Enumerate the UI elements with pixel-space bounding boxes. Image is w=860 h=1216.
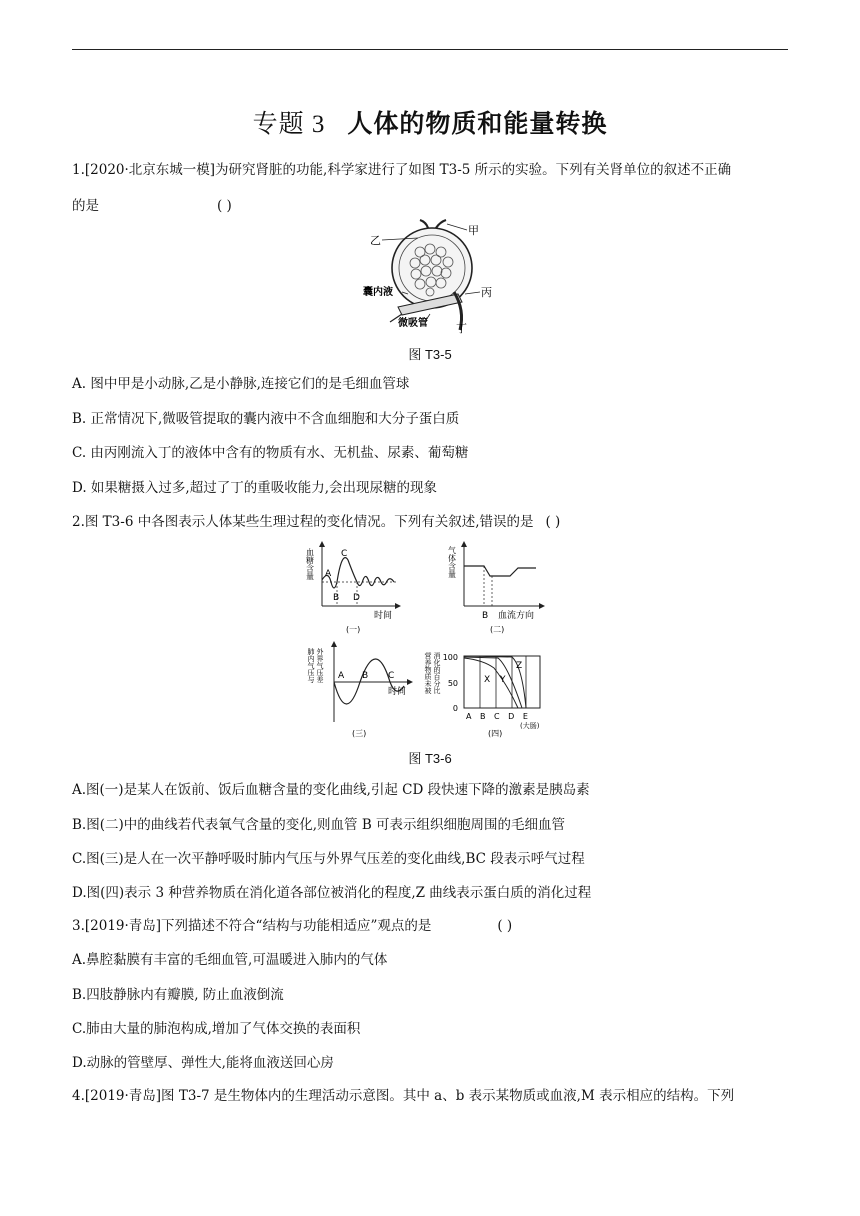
q2-answer-blank: ( ) — [545, 514, 561, 530]
figure-t3-5 — [360, 222, 510, 334]
page-title — [0, 104, 860, 140]
q3-answer-blank: ( ) — [497, 918, 513, 934]
g3-ylabel-2: 外界气压差 — [316, 648, 324, 683]
q1-stem-line1: 1.[2020·北京东城一模]为研究肾脏的功能,科学家进行了如图 T3-5 所示的实验。下列有关肾单位的叙述不正确 — [72, 162, 732, 178]
g4-subcaption: (四) — [488, 729, 503, 738]
q2-option-d: D.图(四)表示 3 种营养物质在消化道各部位被消化的程度,Z 曲线表示蛋白质的消化过程 — [72, 885, 592, 901]
q3-option-b: B.四肢静脉内有瓣膜, 防止血液倒流 — [72, 987, 284, 1003]
q3-stem-line — [72, 916, 512, 936]
g2-xlabel: 血流方向 — [498, 611, 535, 621]
q2-option-b: B.图(二)中的曲线若代表氧气含量的变化,则血管 B 可表示组织细胞周围的毛细血管 — [72, 817, 566, 833]
q4-stem-line: 4.[2019·青岛]图 T3-7 是生物体内的生理活动示意图。其中 a、b 表示某物质或血液,M 表示相应的结构。下列 — [72, 1088, 735, 1104]
g1-ylabel: 血糖含量 — [305, 548, 315, 580]
g4-tick-50: 50 — [447, 679, 458, 688]
q2-option-a: A.图(一)是某人在饭前、饭后血糖含量的变化曲线,引起 CD 段快速下降的激素是胰岛素 — [72, 782, 590, 798]
g3-xlabel: 时间 — [388, 687, 407, 697]
label-weixiguan: 微吸管 — [398, 318, 428, 329]
g3-label-a: A — [338, 671, 345, 681]
q1-option-d: D. 如果糖摄入过多,超过了丁的重吸收能力,会出现尿糖的现象 — [72, 480, 438, 496]
q1-option-c: C. 由丙刚流入丁的液体中含有的物质有水、无机盐、尿素、葡萄糖 — [72, 445, 469, 461]
g2-ylabel: 气体含量 — [447, 546, 457, 578]
q2-option-c: C.图(三)是人在一次平静呼吸时肺内气压与外界气压差的变化曲线,BC 段表示呼气过程 — [72, 851, 585, 867]
g4-xcategories: A B C D E — [466, 712, 531, 721]
label-jia: 甲 — [468, 224, 479, 237]
q2-stem: 2.图 T3-6 中各图表示人体某些生理过程的变化情况。下列有关叙述,错误的是 — [72, 514, 534, 530]
g4-note: (大肠) — [520, 722, 540, 730]
graph-4 — [424, 651, 540, 738]
label-bing: 丙 — [481, 286, 492, 299]
g1-label-a: A — [325, 569, 332, 579]
caption-t3-5: 图 T3-5 — [408, 347, 452, 362]
header-rule — [72, 49, 788, 50]
label-nangneiye: 囊内液 — [363, 287, 393, 298]
g2-subcaption: (二) — [490, 625, 505, 634]
g4-tick-0: 0 — [452, 704, 458, 713]
label-ding: 丁 — [456, 322, 467, 335]
g1-subcaption: (一) — [346, 625, 361, 634]
q1-answer-blank: ( ) — [217, 198, 232, 214]
q3-option-a: A.鼻腔黏膜有丰富的毛细血管,可温暖进入肺内的气体 — [72, 952, 388, 968]
g3-label-c: C — [388, 671, 395, 681]
graph-3 — [307, 642, 412, 738]
q3-stem: 3.[2019·青岛]下列描述不符合“结构与功能相适应”观点的是 — [72, 918, 432, 934]
g1-label-b: B — [333, 593, 340, 603]
q3-option-d: D.动脉的管壁厚、弹性大,能将血液送回心房 — [72, 1055, 334, 1071]
caption-t3-6: 图 T3-6 — [408, 751, 452, 766]
title-number: 专题 3 — [252, 111, 326, 138]
q1-stem-end: 的是 — [72, 198, 99, 214]
g2-label-b: B — [482, 611, 489, 621]
q1-option-a: A. 图中甲是小动脉,乙是小静脉,连接它们的是毛细血管球 — [72, 376, 410, 392]
g4-label-x: X — [484, 675, 491, 685]
graph-1 — [306, 542, 401, 634]
g3-ylabel-1: 肺内气压与 — [307, 648, 315, 683]
q1-option-b: B. 正常情况下,微吸管提取的囊内液中不含血细胞和大分子蛋白质 — [72, 411, 460, 427]
figure-t3-6 — [305, 536, 554, 740]
g1-label-d: D — [353, 593, 360, 603]
g4-tick-100: 100 — [442, 653, 458, 662]
q1-stem-line2 — [72, 196, 232, 216]
g4-label-z: Z — [516, 661, 523, 671]
g3-label-b: B — [362, 671, 369, 681]
g4-ylabel-1: 营养物质未被 — [424, 652, 432, 694]
label-yi: 乙 — [370, 234, 381, 247]
title-text: 人体的物质和能量转换 — [347, 109, 608, 138]
q2-stem-line — [72, 512, 560, 532]
graph-2 — [448, 542, 545, 634]
g4-ylabel-2: 消化的百分比 — [433, 652, 441, 694]
g1-xlabel: 时间 — [374, 611, 393, 621]
q3-option-c: C.肺由大量的肺泡构成,增加了气体交换的表面积 — [72, 1021, 361, 1037]
g3-subcaption: (三) — [352, 729, 367, 738]
g1-label-c: C — [341, 549, 348, 559]
g4-label-y: Y — [500, 675, 506, 685]
